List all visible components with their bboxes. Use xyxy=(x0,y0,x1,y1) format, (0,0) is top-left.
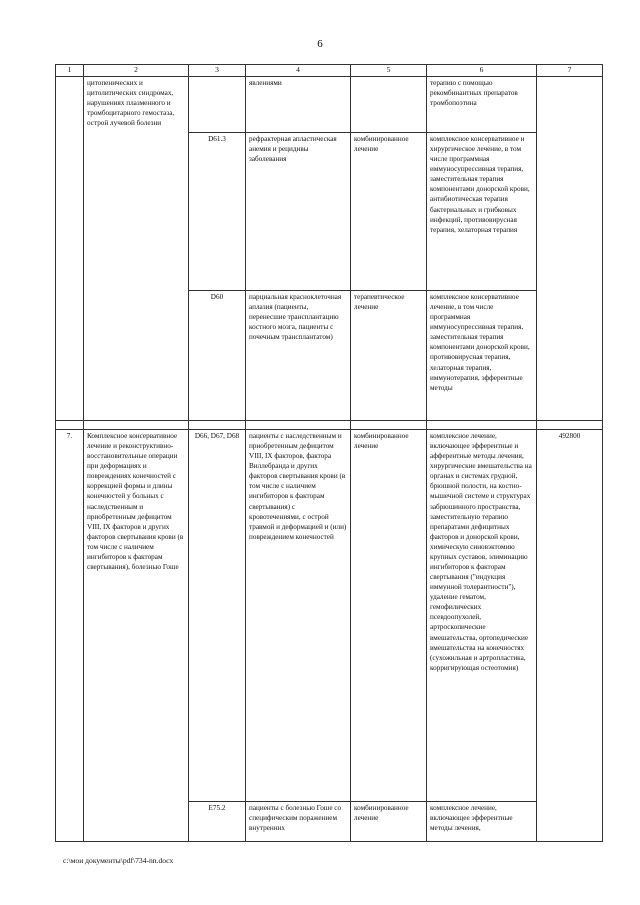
amount-cell xyxy=(537,77,603,421)
column-header: 7 xyxy=(537,65,603,77)
treatment-method-cell: комплексное консервативное лечение, в том числе программная иммуносупрессивная терапия, заместительная терапия компонентами донорской крови, противовирусная терапия, хелаторная терапия, иммунотерапия, эфферентные методы xyxy=(427,291,537,421)
treatment-method-cell: комплексное лечение, включающее эфферентные и афферентные методы лечения, хирургические вмешательства на органах и системах грудной, брюшной полости, на костно-мышечной системе и структурах забрюшинного пространства, заместительную терапию препаратами дефицитных факторов и донорской крови, химическую синовэктомию крупных суставов, элиминацию ингибиторов к факторам свертывания ("индукция иммунной толерантности"), удаление гематом, гемофилических псевдоопухолей, артроскопические вмешательства, ортопедические вмешательства на конечностях (сухожильная и артропластика, корригирующая остеотомия) xyxy=(427,430,537,802)
column-header: 3 xyxy=(189,65,246,77)
patient-model-cell: парциальная красноклеточная аплазия (пациенты, перенесшие трансплантацию костного мозга, пациенты с почечным трансплантатом) xyxy=(246,291,351,421)
page-number: 6 xyxy=(317,38,323,50)
treatment-type-cell: комбинированное лечение xyxy=(351,133,427,291)
patient-model-cell: рефрактерная апластическая анемия и рецидивы заболевания xyxy=(246,133,351,291)
icd-code-cell: D61.3 xyxy=(189,133,246,291)
row-number-cell: 7. xyxy=(56,430,84,842)
column-header: 2 xyxy=(84,65,189,77)
treatment-method-cell: комплексное лечение, включающее эфферентные методы лечения, xyxy=(427,802,537,842)
column-header: 1 xyxy=(56,65,84,77)
table-row xyxy=(56,430,603,802)
icd-code-cell xyxy=(189,77,246,133)
column-header: 4 xyxy=(246,65,351,77)
column-header: 6 xyxy=(427,65,537,77)
treatment-type-cell: комбинированное лечение xyxy=(351,802,427,842)
medical-care-table xyxy=(55,64,603,842)
icd-code-cell: E75.2 xyxy=(189,802,246,842)
patient-model-cell: явлениями xyxy=(246,77,351,133)
footer-file-path: c:\мои документы\pdf\734-nn.docx xyxy=(63,856,174,865)
table-row xyxy=(56,77,603,133)
patient-model-cell: пациенты с наследственным и приобретенным дефицитом VIII, IX факторов, фактора Виллебранда и других факторов свертывания крови (в том числе с наличием ингибиторов к факторам свертывания) с кровотечениями, с острой травмой и деформацией и (или) повреждением конечностей xyxy=(246,430,351,802)
patient-model-cell: пациенты с болезнью Гоше со специфическим поражением внутренних xyxy=(246,802,351,842)
treatment-type-cell xyxy=(351,77,427,133)
column-header: 5 xyxy=(351,65,427,77)
treatment-method-cell: комплексное консервативное и хирургическое лечение, в том числе программная иммуносупрессивная терапия, заместительная терапия компонентами донорской крови, антибиотическая терапия бактериальных и грибковых инфекций, противовирусная терапия, хелаторная терапия xyxy=(427,133,537,291)
treatment-method-cell: терапию с помощью рекомбинантных препаратов тромбопоэтина xyxy=(427,77,537,133)
row-number-cell xyxy=(56,77,84,421)
table-header-row xyxy=(56,65,603,77)
method-name-cell: цитопенических и цитолитических синдромах, нарушениях плазменного и тромбоцитарного гемостаза, острой лучевой болезни xyxy=(84,77,189,421)
icd-code-cell: D60 xyxy=(189,291,246,421)
table-spacer-row xyxy=(56,421,603,430)
icd-code-cell: D66, D67, D68 xyxy=(189,430,246,802)
treatment-type-cell: комбинированное лечение xyxy=(351,430,427,802)
method-name-cell: Комплексное консервативное лечение и реконструктивно-восстановительные операции при деформациях и повреждениях конечностей с коррекцией формы и длины конечностей у больных с наследственным и приобретенным дефицитом VIII, IX факторов и других факторов свертывания крови (в том числе с наличием ингибиторов к факторам свертывания), болезнью Гоше xyxy=(84,430,189,842)
amount-cell: 492800 xyxy=(537,430,603,842)
treatment-type-cell: терапевтическое лечение xyxy=(351,291,427,421)
